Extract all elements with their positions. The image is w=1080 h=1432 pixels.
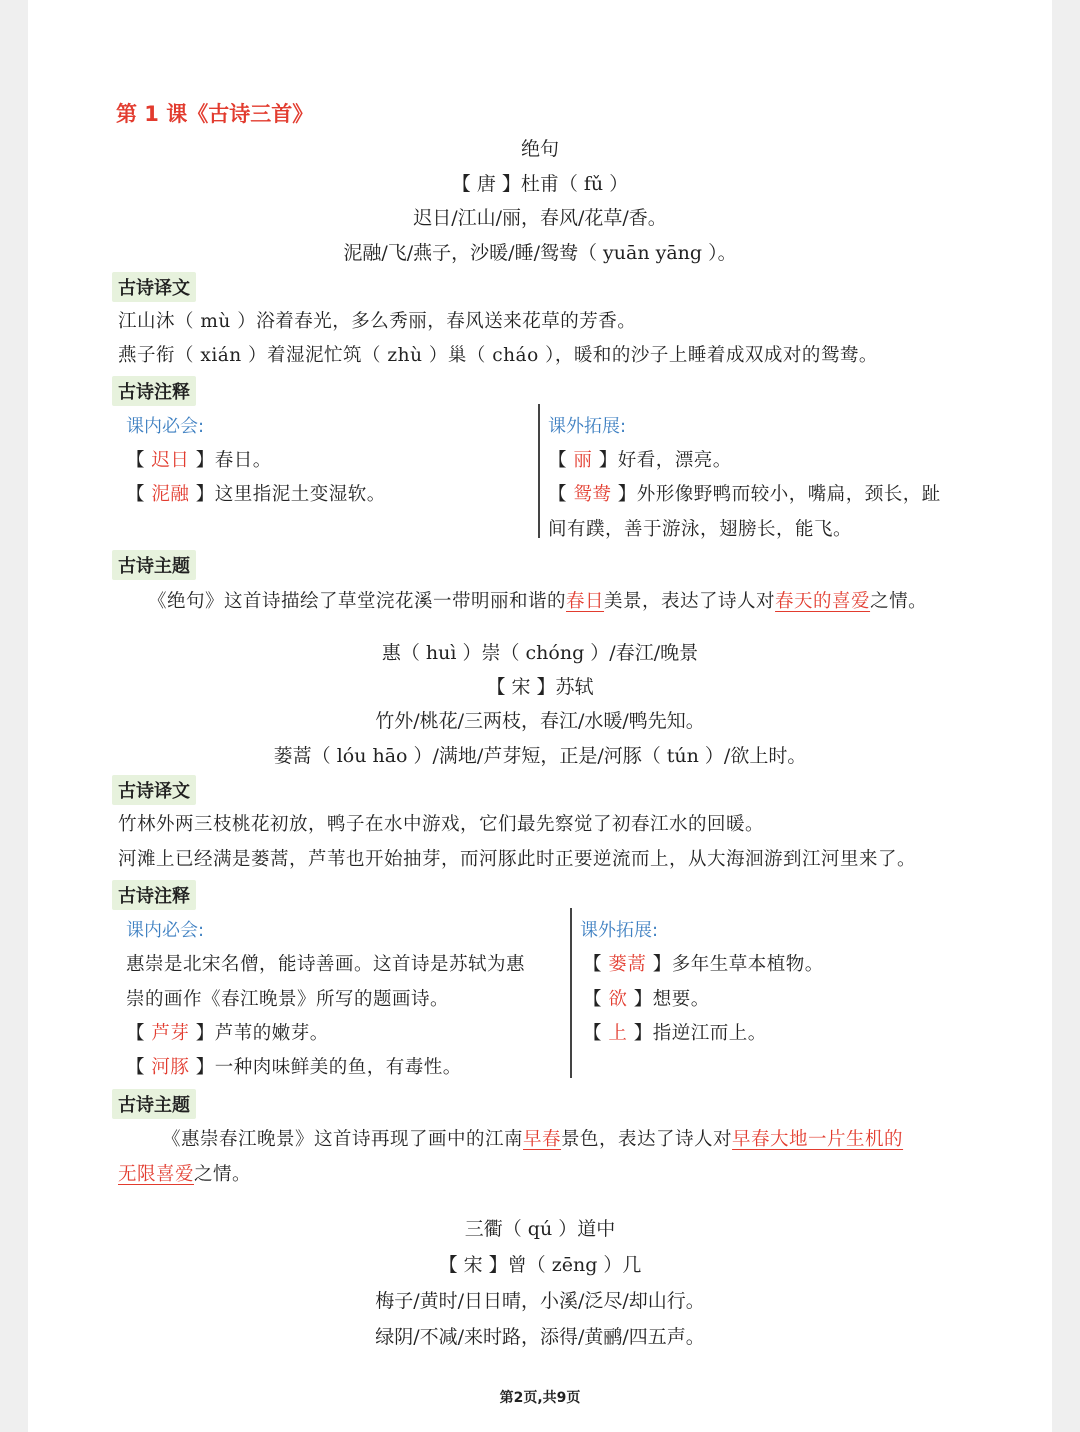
poem1-ext-note-1: 【 丽 】好看，漂亮。 [548,450,732,471]
poem1-line-2: 泥融/飞/燕子，沙暖/睡/鸳鸯（ yuān yāng ）。 [343,242,737,264]
theme-text: 景色，表达了诗人对 [561,1129,733,1150]
poem2-ext-note-2: 【 欲 】想要。 [583,989,710,1010]
poem1-notes-right-head: 课外拓展: [548,416,627,437]
note-term: 鸳鸯 [573,484,612,505]
lesson-title: 第 1 课《古诗三首》 [116,102,314,126]
theme-key-term: 春日 [566,591,605,612]
poem3-title: 三衢（ qú ）道中 [464,1218,616,1240]
note-term: 丽 [573,450,593,471]
note-def: 好看，漂亮。 [617,450,732,471]
poem1-translation-tag: 古诗译文 [112,272,196,302]
notes-divider [538,404,540,538]
note-def: 芦苇的嫩芽。 [214,1023,329,1044]
note-term: 蒌蒿 [608,954,647,975]
poem2-note-1: 【 芦芽 】芦苇的嫩芽。 [126,1023,329,1044]
theme-text: 之情。 [870,591,928,612]
poem1-note-1: 【 迟日 】春日。 [126,450,272,471]
poem2-notes-tag: 古诗注释 [112,880,196,910]
poem1-author: 【 唐 】杜甫（ fǔ ） [451,173,629,195]
note-term: 上 [608,1023,628,1044]
poem2-theme-tag: 古诗主题 [112,1089,196,1119]
poem1-translation-1: 江山沐（ mù ）浴着春光，多么秀丽，春风送来花草的芳香。 [118,311,637,332]
poem3-author: 【 宋 】曾（ zēng ）几 [438,1254,642,1276]
poem2-notes-left-head: 课内必会: [126,920,205,941]
poem1-theme-tag: 古诗主题 [112,550,196,580]
poem2-note-text-2: 崇的画作《春江晚景》所写的题画诗。 [126,989,450,1010]
theme-text: 《惠崇春江晚景》这首诗再现了画中的江南 [162,1129,524,1150]
poem2-theme-line-1 [162,1125,903,1151]
document-page [28,0,1052,1432]
note-def: 这里指泥土变湿软。 [214,484,386,505]
theme-text: 《绝句》这首诗描绘了草堂浣花溪一带明丽和谐的 [148,591,567,612]
page-number-footer: 第2页,共9页 [499,1390,581,1406]
note-term: 芦芽 [151,1023,190,1044]
poem2-note-text-1: 惠崇是北宋名僧，能诗善画。这首诗是苏轼为惠 [126,954,526,975]
poem2-ext-note-3: 【 上 】指逆江而上。 [583,1023,767,1044]
note-def: 多年生草本植物。 [671,954,824,975]
note-def: 外形像野鸭而较小，嘴扁，颈长，趾 [636,484,941,505]
theme-text: 美景，表达了诗人对 [604,591,776,612]
poem2-author: 【 宋 】苏轼 [486,676,594,698]
poem2-title: 惠（ huì ）崇（ chóng ）/春江/晚景 [381,642,699,664]
poem1-ext-note-2: 【 鸳鸯 】外形像野鸭而较小，嘴扁，颈长，趾 [548,484,941,505]
poem2-ext-note-1: 【 蒌蒿 】多年生草本植物。 [583,954,824,975]
note-term: 欲 [608,989,628,1010]
note-def: 一种肉味鲜美的鱼，有毒性。 [214,1057,462,1078]
notes-divider [570,908,572,1078]
poem2-theme-line-2 [118,1160,251,1186]
poem1-note-2: 【 泥融 】这里指泥土变湿软。 [126,484,386,505]
theme-key-term: 无限喜爱 [118,1164,195,1185]
poem1-theme [148,587,927,613]
poem1-line-1: 迟日/江山/丽，春风/花草/香。 [413,207,667,229]
note-term: 迟日 [151,450,190,471]
poem1-title: 绝句 [520,138,559,160]
poem1-notes-left-head: 课内必会: [126,416,205,437]
poem1-ext-note-2-cont: 间有蹼，善于游泳，翅膀长，能飞。 [548,519,853,540]
theme-key-term: 早春大地一片生机的 [732,1129,904,1150]
poem2-translation-1: 竹林外两三枝桃花初放，鸭子在水中游戏，它们最先察觉了初春江水的回暖。 [118,814,765,835]
poem2-line-1: 竹外/桃花/三两枝，春江/水暖/鸭先知。 [375,710,705,732]
poem2-line-2: 蒌蒿（ lóu hāo ）/满地/芦芽短，正是/河豚（ tún ）/欲上时。 [273,745,807,767]
note-term: 泥融 [151,484,190,505]
note-def: 想要。 [652,989,710,1010]
poem3-line-1: 梅子/黄时/日日晴，小溪/泛尽/却山行。 [375,1290,705,1312]
poem2-translation-2: 河滩上已经满是蒌蒿，芦苇也开始抽芽，而河豚此时正要逆流而上，从大海洄游到江河里来了。 [118,849,917,870]
note-def: 春日。 [214,450,272,471]
poem2-translation-tag: 古诗译文 [112,775,196,805]
theme-text: 之情。 [194,1164,252,1185]
theme-key-term: 春天的喜爱 [775,591,871,612]
note-term: 河豚 [151,1057,190,1078]
theme-key-term: 早春 [523,1129,562,1150]
poem1-notes-tag: 古诗注释 [112,376,196,406]
poem3-line-2: 绿阴/不减/来时路，添得/黄鹂/四五声。 [375,1326,705,1348]
poem2-note-2: 【 河豚 】一种肉味鲜美的鱼，有毒性。 [126,1057,462,1078]
note-def: 指逆江而上。 [652,1023,767,1044]
poem1-translation-2: 燕子衔（ xián ）着湿泥忙筑（ zhù ）巢（ cháo ），暖和的沙子上睡着成双成对的鸳鸯。 [118,345,878,366]
poem2-notes-right-head: 课外拓展: [580,920,659,941]
